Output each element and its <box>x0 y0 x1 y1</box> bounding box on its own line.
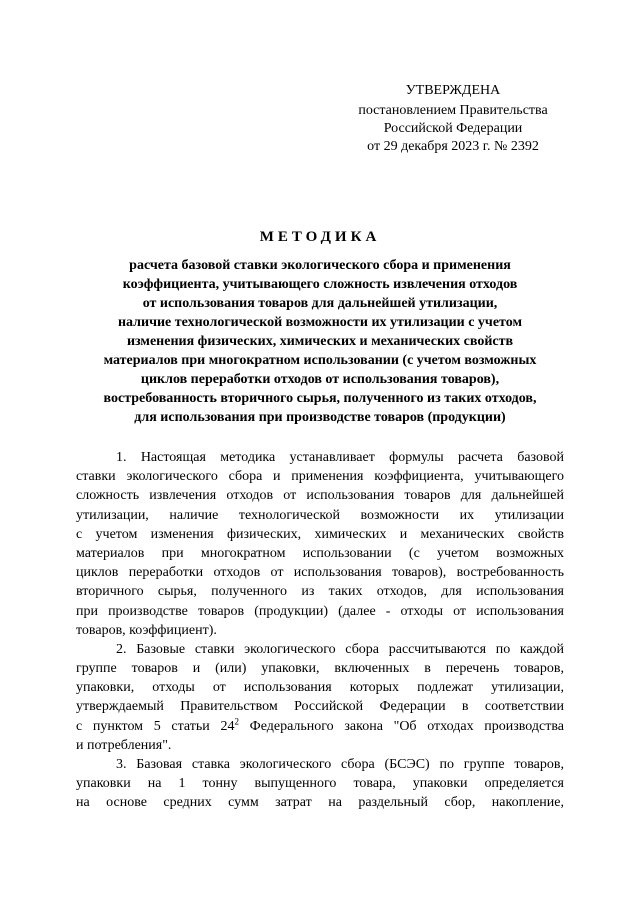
para2-line-part: Федерального закона "Об отходах производства <box>238 718 564 734</box>
subtitle-line: материалов при многократном использовании (с учетом возможных <box>103 353 537 368</box>
subtitle-line: коэффициента, учитывающего сложность извлечения отходов <box>122 277 518 292</box>
approval-line-1: постановлением Правительства <box>358 103 548 118</box>
approval-heading: УТВЕРЖДЕНА <box>405 83 501 98</box>
para1-line: ставки экологического сбора и применения коэффициента, учитывающего <box>76 469 564 485</box>
subtitle-line: изменения физических, химических и механических свойств <box>126 334 514 349</box>
subtitle-line: от использования товаров для дальнейшей утилизации, <box>142 296 498 311</box>
para2-line: 2. Базовые ставки экологического сбора рассчитываются по каждой <box>116 641 564 657</box>
para1-line: вторичного сырья, полученного из таких отходов, для использования <box>76 584 564 600</box>
para1-line: при производстве товаров (продукции) (далее - отходы от использования <box>76 603 564 619</box>
document-body <box>76 448 564 813</box>
para2-line: и потребления". <box>76 737 172 753</box>
para2-line-with-reference <box>76 717 564 736</box>
para1-line: сложность извлечения отходов от использования товаров для дальнейшей <box>76 488 564 504</box>
approval-block <box>318 82 588 156</box>
para2-line: группе товаров и (или) упаковки, включенных в перечень товаров, <box>76 661 564 677</box>
para1-line: материалов при многократном использовании (с учетом возможных <box>76 545 564 561</box>
subtitle-line: циклов переработки отходов от использования товаров), <box>140 372 500 387</box>
para1-line: с учетом изменения физических, химических и механических свойств <box>76 526 564 542</box>
superscript-reference: 2 <box>234 715 239 726</box>
para3-line: 3. Базовая ставка экологического сбора (БСЭС) по группе товаров, <box>116 757 564 772</box>
approval-line-3: от 29 декабря 2023 г. № 2392 <box>367 139 539 154</box>
para2-line: утверждаемый Правительством Российской Федерации в соответствии <box>76 699 564 715</box>
para1-line: циклов переработки отходов от использования товаров), востребованность <box>76 565 564 581</box>
subtitle-line: расчета базовой ставки экологического сбора и применения <box>129 258 511 273</box>
approval-line-2: Российской Федерации <box>383 121 523 136</box>
para2-line-part: с пунктом 5 статьи 24 <box>76 718 235 734</box>
document-subtitle <box>60 256 580 427</box>
subtitle-line: востребованность вторичного сырья, полученного из таких отходов, <box>103 391 537 406</box>
para3-line: на основе средних сумм затрат на раздельный сбор, накопление, <box>76 795 564 811</box>
document-title: МЕТОДИКА <box>259 229 381 245</box>
para1-line: утилизации, наличие технологической возможности их утилизации <box>76 507 564 523</box>
subtitle-line: для использования при производстве товаров (продукции) <box>134 410 506 425</box>
para3-line: упаковки на 1 тонну выпущенного товара, упаковки определяется <box>76 776 564 792</box>
subtitle-line: наличие технологической возможности их утилизации с учетом <box>117 315 522 330</box>
para1-line: товаров, коэффициент). <box>76 622 217 638</box>
para1-line: 1. Настоящая методика устанавливает формулы расчета базовой <box>116 450 564 465</box>
para2-line: упаковки, отходы от использования которых подлежат утилизации, <box>76 680 564 696</box>
